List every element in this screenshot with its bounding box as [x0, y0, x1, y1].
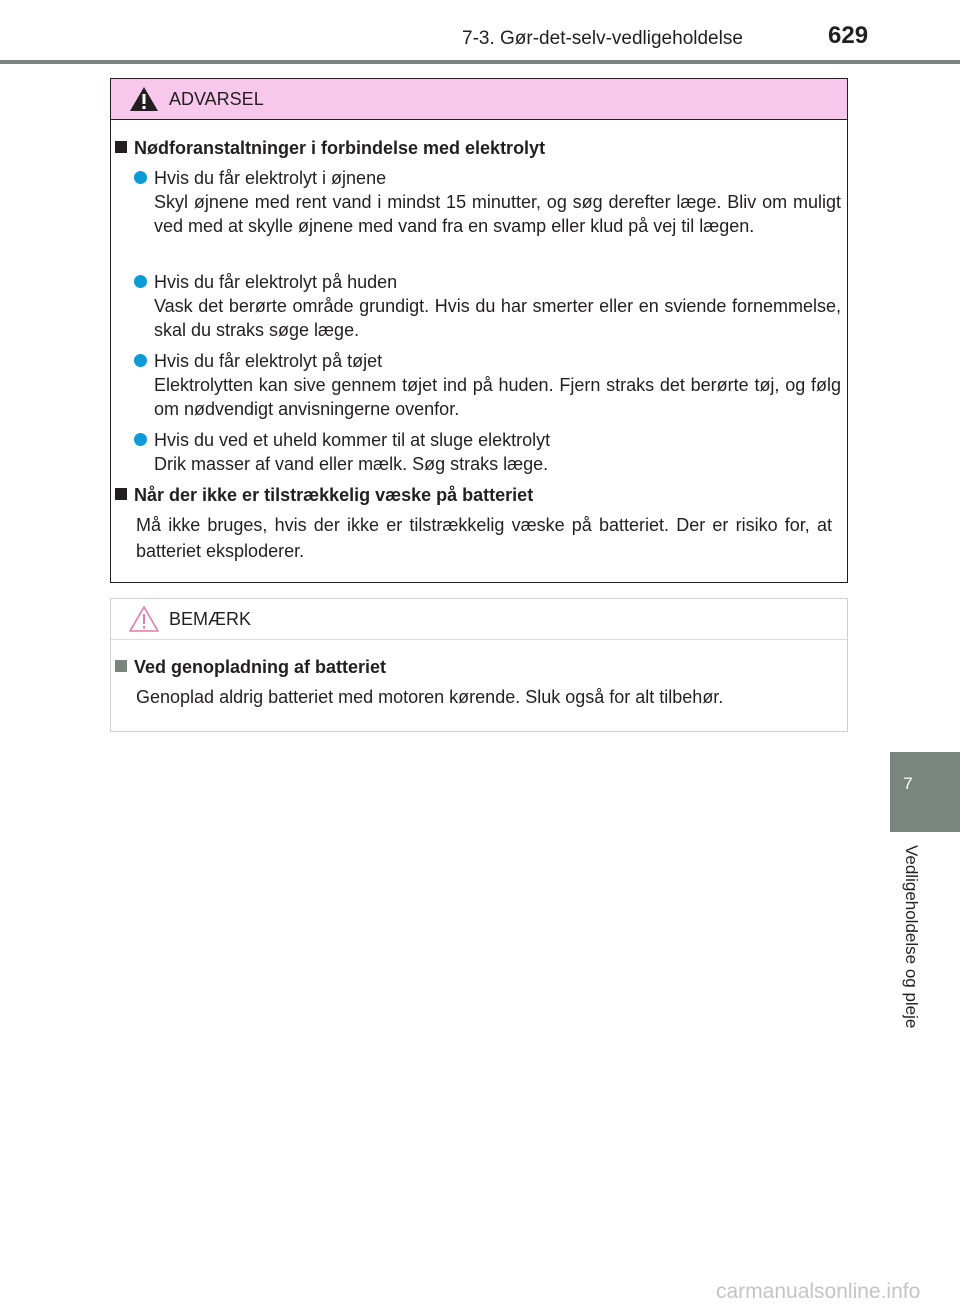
circle-bullet-icon [134, 433, 147, 446]
circle-bullet-icon [134, 354, 147, 367]
warning-header [111, 79, 847, 120]
paragraph: Må ikke bruges, hvis der ikke er tilstrækkelig væske på batteriet. Der er risiko for, at batteriet eksploderer. [136, 515, 832, 561]
warning-box [110, 78, 848, 583]
chapter-tab-number: 7 [903, 774, 913, 793]
page-number: 629 [828, 22, 869, 49]
watermark: carmanualsonline.info [716, 1280, 921, 1303]
circle-bullet-icon [134, 171, 147, 184]
paragraph: Genoplad aldrig batteriet med motoren kørende. Sluk også for alt tilbehør. [136, 687, 724, 707]
warning-label: ADVARSEL [169, 89, 264, 109]
square-bullet-icon [115, 660, 127, 672]
warning-triangle-icon [129, 85, 159, 113]
list-item: Hvis du får elektrolyt på tøjet Elektrolytten kan sive gennem tøjet ind på huden. Fjern straks det berørte tøj, og følg om nødvendigt anvisningerne ovenfor. [135, 349, 841, 421]
circle-bullet-icon [134, 275, 147, 288]
header-rule [0, 60, 960, 64]
list-item: Hvis du får elektrolyt på huden Vask det berørte område grundigt. Hvis du har smerter eller en sviende fornemmelse, skal du straks søge læge. [135, 270, 841, 342]
section-heading: Nødforanstaltninger i forbindelse med elektrolyt [115, 138, 545, 159]
notice-box [110, 598, 848, 732]
caution-triangle-icon [129, 605, 159, 633]
chapter-tab [890, 752, 960, 832]
notice-label: BEMÆRK [169, 609, 252, 629]
section-heading: Når der ikke er tilstrækkelig væske på batteriet [115, 485, 533, 506]
section-heading: Ved genopladning af batteriet [115, 657, 386, 678]
list-item: Hvis du får elektrolyt i øjnene Skyl øjnene med rent vand i mindst 15 minutter, og søg derefter læge. Bliv om muligt ved med at skylle øjnene med vand fra en svamp eller klud på vej til lægen. [135, 166, 841, 238]
list-item: Hvis du ved et uheld kommer til at sluge elektrolyt Drik masser af vand eller mælk. Søg straks læge. [135, 428, 841, 476]
chapter-title: 7-3. Gør-det-selv-vedligeholdelse [462, 28, 743, 49]
square-bullet-icon [115, 141, 127, 153]
notice-header [111, 599, 847, 640]
chapter-tab-label: Vedligeholdelse og pleje [902, 845, 921, 1029]
square-bullet-icon [115, 488, 127, 500]
page-header [0, 0, 960, 64]
